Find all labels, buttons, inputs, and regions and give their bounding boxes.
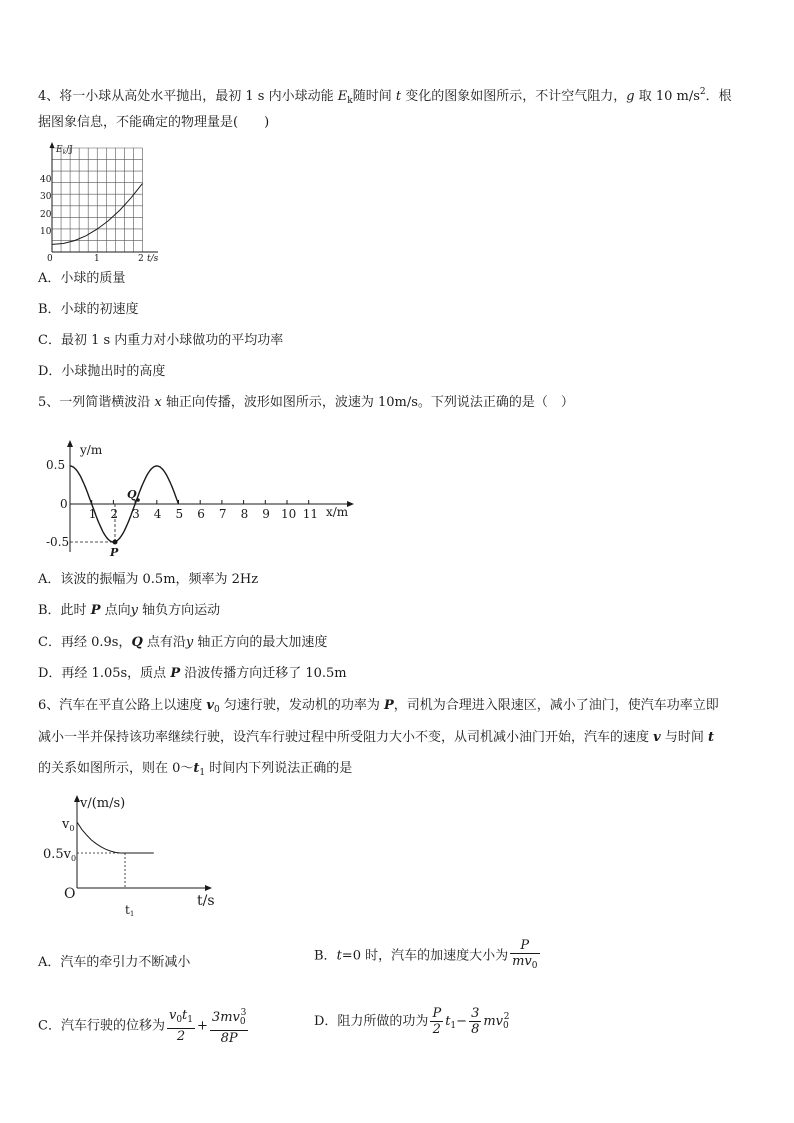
q4-stem-line1: 4、将一小球从高处水平抛出，最初 1 s 内小球动能 $E_k$随时间 t 变化的图象如图所示，不计空气阻力，g 取 10 $m/s^2$．根 bbox=[38, 87, 732, 106]
q4-y-label: $E_k/J$ bbox=[56, 145, 73, 156]
q6-option-d-fraction2: $\frac{3}{8}$ bbox=[471, 1006, 480, 1037]
q4-xtick-0: 0 bbox=[47, 254, 53, 264]
q6-velocity-time-graph bbox=[40, 792, 225, 918]
q5-xtick-label: 7 bbox=[218, 507, 227, 521]
q6-option-d-fraction1: $\frac{P}{2}$ bbox=[432, 1006, 442, 1037]
q5-xtick-label: 4 bbox=[153, 507, 162, 521]
q6-stem-line2: 减小一半并保持该功率继续行驶，设汽车行驶过程中所受阻力大小不变，从司机减小油门开始，汽车的速度 v 与时间 t bbox=[38, 730, 714, 745]
q5-label-q: Q bbox=[127, 488, 137, 501]
q4-ytick-10: 10 bbox=[40, 227, 52, 237]
q6-stem-line1: 6、汽车在平直公路上以速度 $v_0$ 匀速行驶，发动机的功率为 P，司机为合理进入限速区，减小了油门，使汽车功率立即 bbox=[38, 698, 719, 715]
q6-option-d: D．阻力所做的功为 $\frac{P}{2}$ $t_1-$ $\frac{3}{8}$ $mv_0^2$ bbox=[314, 1006, 510, 1037]
q6-stem-line3: 的关系如图所示，则在 $0\sim t_1$ 时间内下列说法正确的是 bbox=[38, 761, 353, 778]
q5-y-label: y/m bbox=[80, 443, 103, 457]
q5-option-a: A．该波的振幅为 0.5m，频率为 2Hz bbox=[38, 572, 259, 587]
q4-xtick-2: 2 bbox=[138, 254, 144, 264]
q6-option-b-fraction: $\frac{P}{mv_0}$ bbox=[512, 938, 538, 971]
q5-option-c: C．再经 0.9s，Q 点有沿y 轴正方向的最大加速度 bbox=[38, 635, 328, 650]
q6-y-label: v/(m/s) bbox=[80, 796, 126, 811]
q4-option-d: D．小球抛出时的高度 bbox=[38, 364, 166, 379]
q5-xtick-label: 3 bbox=[132, 507, 140, 521]
q5-xtick-label: 9 bbox=[262, 507, 270, 521]
q6-option-c-fraction1: $\frac{v_0t_1}{2}$ bbox=[168, 1008, 194, 1044]
q5-point-p bbox=[113, 540, 118, 545]
q4-ytick-30: 30 bbox=[40, 192, 52, 202]
q6-ytick-v0: $v_0$ bbox=[62, 817, 75, 833]
q5-xtick-label: 6 bbox=[197, 507, 205, 521]
q5-ytick-0: 0 bbox=[60, 497, 68, 511]
q4-option-c: C．最初 1 s 内重力对小球做功的平均功率 bbox=[38, 333, 284, 348]
q5-y-arrow bbox=[67, 440, 73, 447]
q4-ytick-40: 40 bbox=[40, 175, 52, 185]
q5-wave-graph bbox=[40, 440, 360, 560]
q5-xtick-labels bbox=[89, 507, 318, 521]
q5-x-label: x/m bbox=[326, 505, 349, 519]
q6-origin-label: O bbox=[64, 886, 76, 902]
q6-option-c: C．汽车行驶的位移为 $\frac{v_0t_1}{2}$ + $\frac{3mv_0^3}{8P}$ bbox=[38, 1008, 247, 1046]
q6-x-arrow bbox=[205, 885, 212, 891]
q6-xtick-t1: t1 bbox=[125, 903, 135, 918]
q4-x-label: t/s bbox=[147, 254, 159, 264]
q5-xtick-label: 1 bbox=[88, 507, 97, 521]
q5-xtick-label: 5 bbox=[175, 507, 184, 521]
q5-xtick-label: 11 bbox=[302, 507, 318, 521]
q4-ytick-20: 20 bbox=[40, 210, 52, 220]
q4-energy-time-graph bbox=[36, 140, 166, 262]
q6-ytick-half-v0: $0.5v_0$ bbox=[43, 847, 77, 863]
q4-xtick-1: 1 bbox=[94, 254, 100, 264]
q5-label-p: P bbox=[110, 546, 119, 559]
q4-option-a: A．小球的质量 bbox=[38, 271, 126, 286]
q4-option-b: B．小球的初速度 bbox=[38, 302, 139, 317]
q5-stem: 5、一列简谐横波沿 x 轴正向传播，波形如图所示，波速为 10m/s。下列说法正确的是（ ） bbox=[38, 395, 574, 410]
q5-xtick-label: 2 bbox=[110, 507, 119, 521]
q6-option-a: A．汽车的牵引力不断减小 bbox=[38, 955, 191, 970]
q5-xtick-label: 10 bbox=[281, 507, 297, 521]
q6-option-c-fraction2: $\frac{3mv_0^3}{8P}$ bbox=[211, 1008, 247, 1046]
q6-curve bbox=[77, 822, 154, 853]
q5-option-d: D．再经 1.05s，质点 P 沿波传播方向迁移了 10.5m bbox=[38, 666, 347, 681]
q6-x-label: t/s bbox=[197, 893, 215, 909]
q5-point-q bbox=[136, 498, 140, 502]
q5-option-b: B．此时 P 点向y 轴负方向运动 bbox=[38, 603, 221, 618]
q4-stem-line2: 据图象信息，不能确定的物理量是( ) bbox=[38, 115, 270, 130]
q5-ytick-0.5: 0.5 bbox=[46, 458, 66, 472]
q5-ytick-neg0.5: -0.5 bbox=[46, 535, 70, 549]
q5-x-ticks bbox=[92, 500, 309, 504]
q4-y-arrow bbox=[50, 142, 55, 148]
q5-xtick-label: 8 bbox=[240, 507, 249, 521]
q6-option-b: B．t=0 时，汽车的加速度大小为 $\frac{P}{mv_0}$ bbox=[314, 938, 542, 974]
